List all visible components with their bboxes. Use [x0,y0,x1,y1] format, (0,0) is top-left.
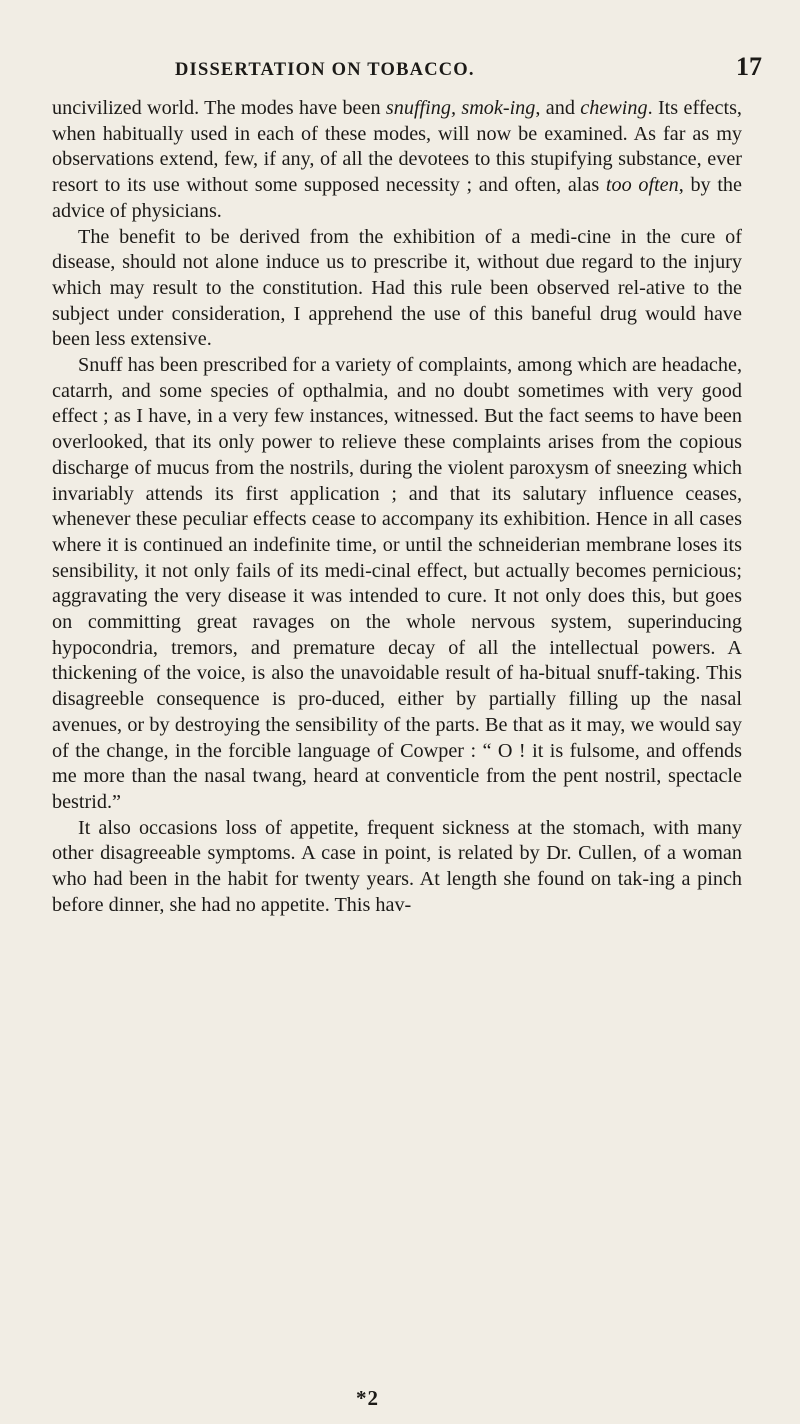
paragraph-2 [52,225,742,354]
signature-mark: *2 [356,1386,379,1410]
text-run: uncivilized world. The modes have been [52,97,386,119]
paragraph-4 [52,816,742,919]
text-run: , and [535,97,581,119]
text-run: . Its effects, when habitually used in each of these modes, will now be examined. As far as my observations extend, few, if any, of all the devotees to this stupifying substance, ever resort to its use without some supposed necessity ; and often, alas [52,97,742,197]
italic-run: chewing [580,97,648,119]
text-run: The benefit to be derived from the exhibition of a medi-cine in the cure of disease, should not alone induce us to prescribe it, without due regard to the injury which may result to the constitution. Had this rule been observed rel-ative to the subject under consideration, I apprehend the use of this baneful drug would have been less extensive. [52,225,742,351]
text-run: Snuff has been prescribed for a variety of complaints, among which are headache, catarrh, and some species of opthalmia, and no doubt sometimes with very good effect ; as I have, in a very few instances, witnessed. But the fact seems to have been overlooked, that its only power to relieve these complaints arises from the copious discharge of mucus from the nostrils, during the violent paroxysm of sneezing which invariably attends its first application ; and that its salutary influence ceases, whenever these peculiar effects cease to accompany its exhibition. Hence in all cases where it is continued an indefinite time, or until the schneiderian membrane loses its sensibility, it not only fails of its medi-cinal effect, but actually becomes pernicious; aggravating the very disease it was intended to cure. It not only does this, but goes on committing great ravages on the whole nervous system, superinducing hypocondria, tremors, and premature decay of all the intellectual powers. A thickening of the voice, is also the unavoidable result of ha-bitual snuff-taking. This disagreeble consequence is pro-duced, either by partially filling up the nasal avenues, or by destroying the sensibility of the parts. Be that as it may, we would say of the change, in the forcible language of Cowper : “ O ! it is fulsome, and offends me more than the nasal twang, heard at conventicle from the pent nostril, spectacle bestrid.” [52,354,742,813]
paragraph-3 [52,353,742,816]
text-run: It also occasions loss of appetite, frequent sickness at the stomach, with many other disagreeable symptoms. A case in point, is related by Dr. Cullen, of a woman who had been in the habit for twenty years. At length she found on tak-ing a pinch before dinner, she had no appetite. This hav- [52,816,742,916]
italic-run: snuffing, smok-ing [385,97,536,119]
italic-run: too often [605,174,679,197]
page-header [0,52,800,88]
body-text [52,96,742,919]
paragraph-1 [52,96,742,225]
page-number: 17 [736,52,762,81]
text-run: , by the advice of physicians. [52,174,742,222]
running-head: DISSERTATION ON TOBACCO. [175,60,475,80]
